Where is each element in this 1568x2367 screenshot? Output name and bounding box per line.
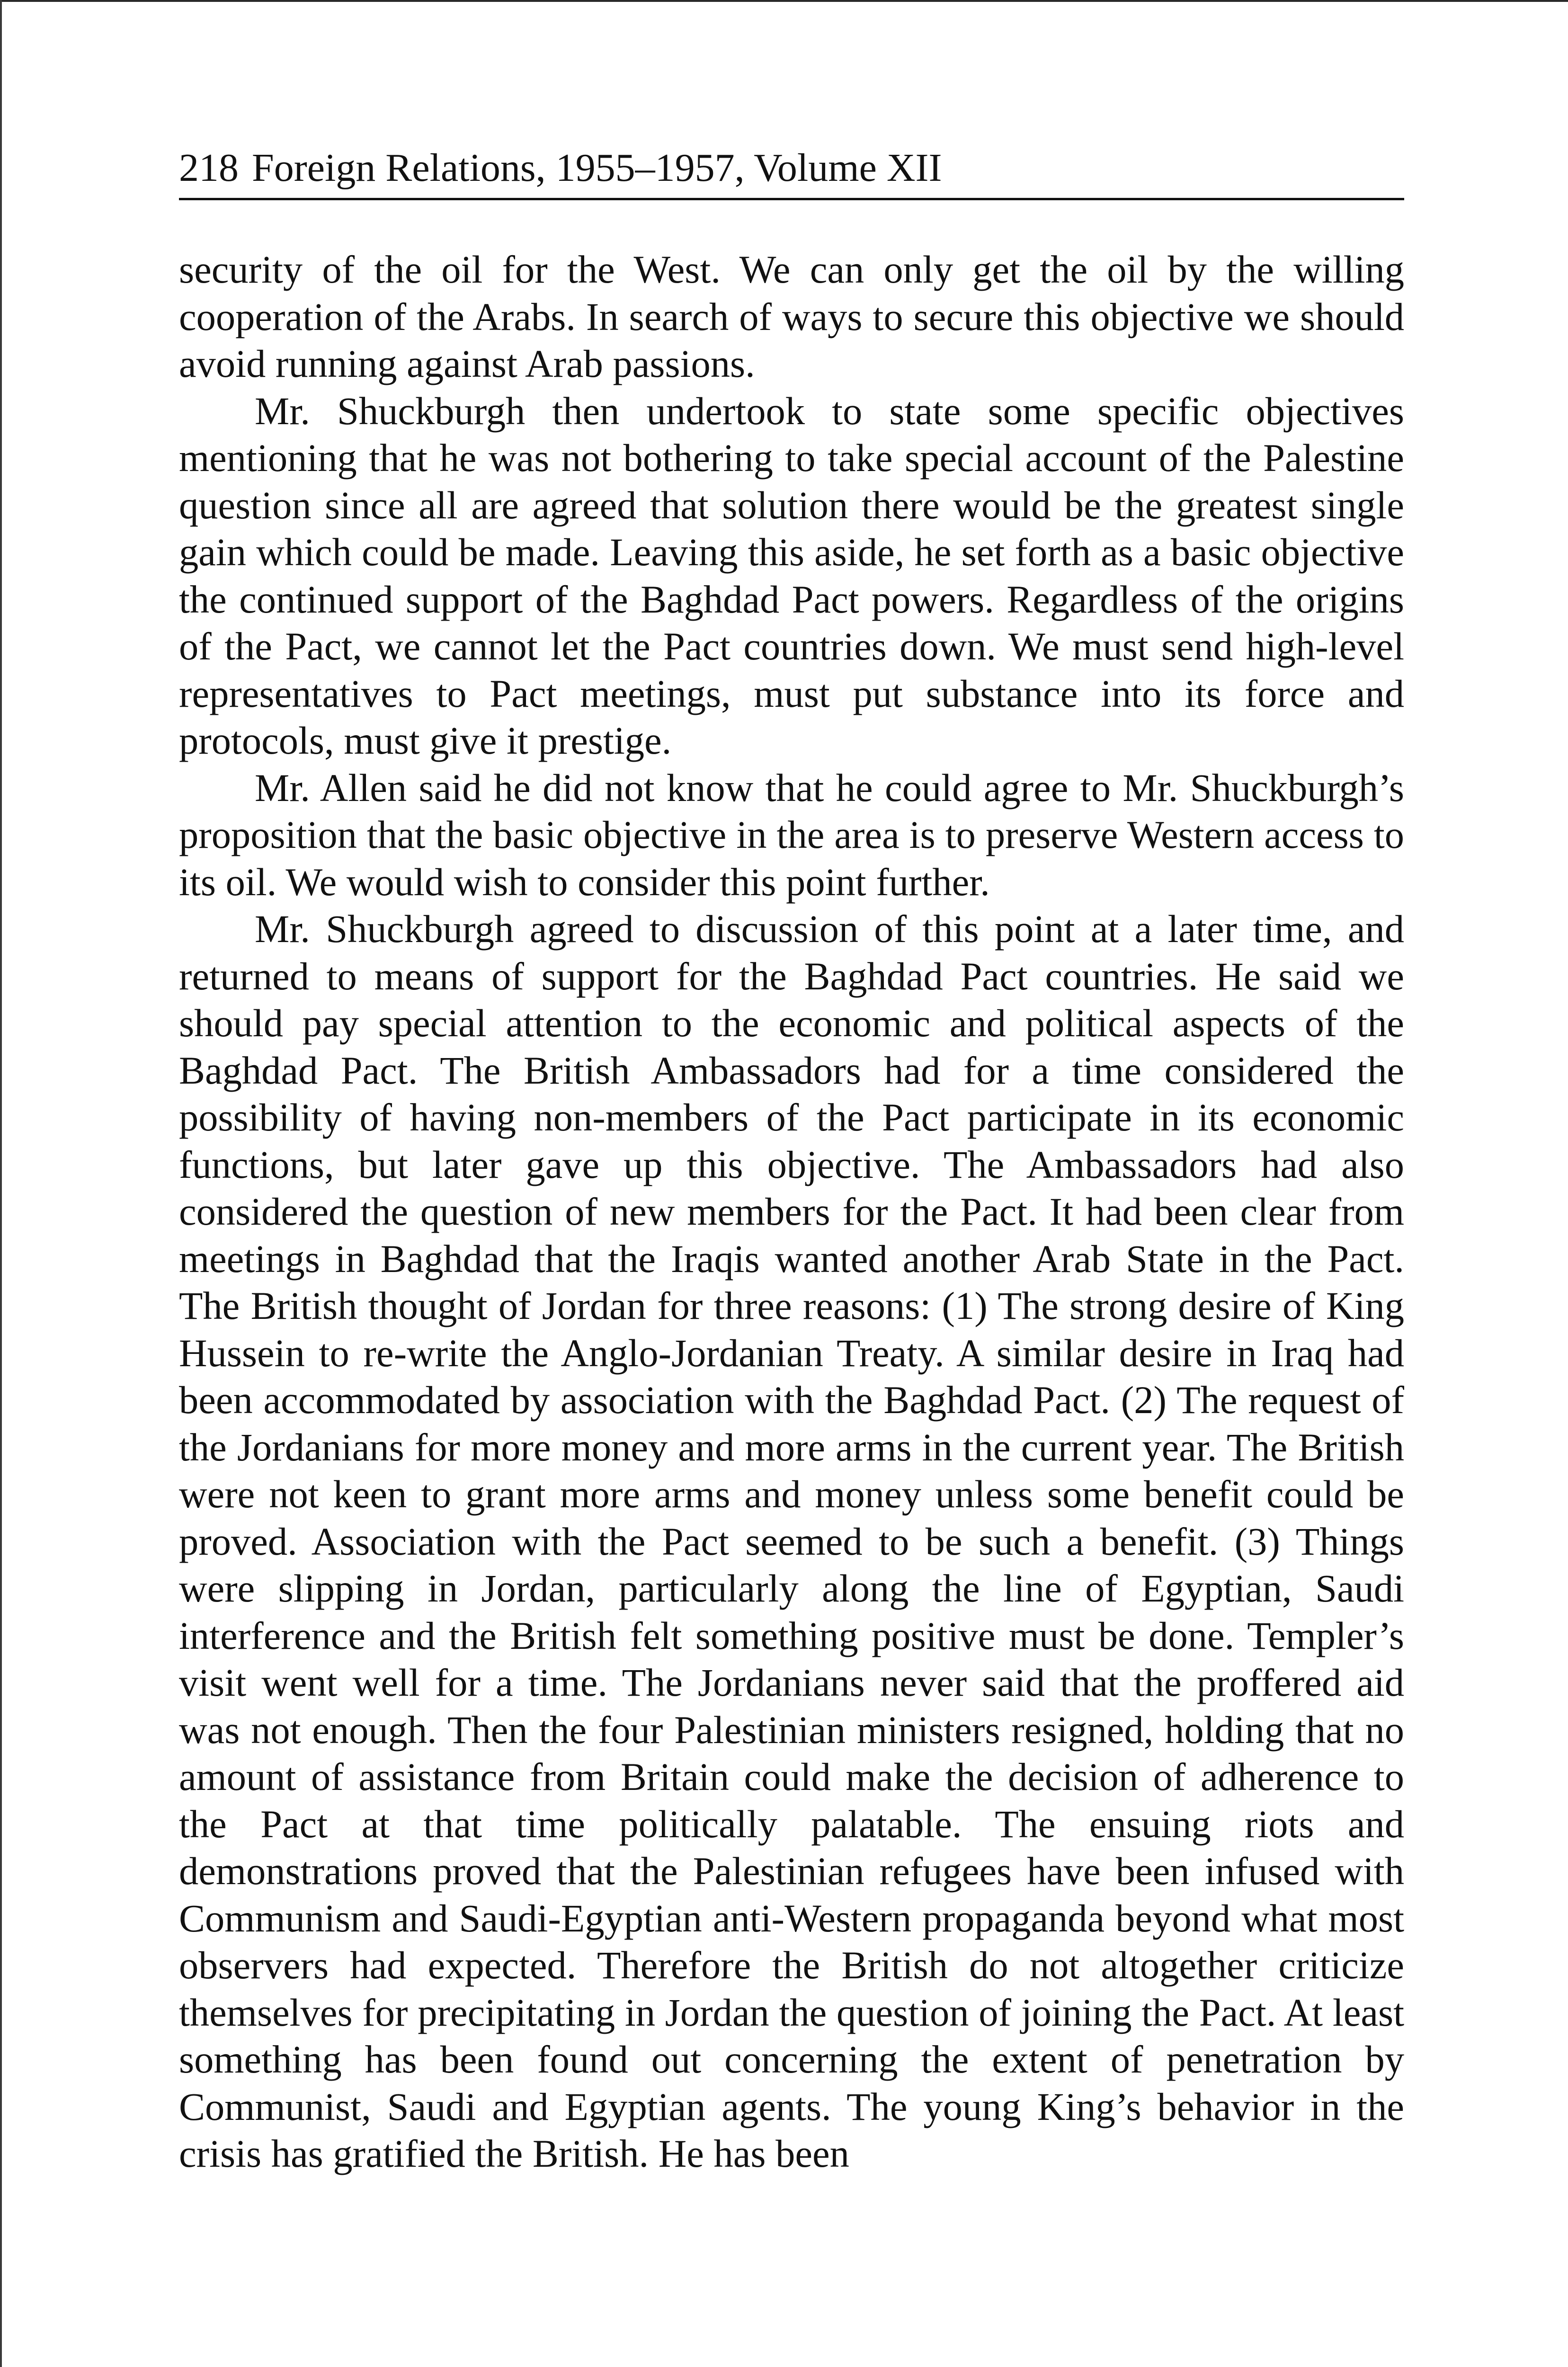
page-number: 218 [179, 146, 239, 190]
paragraph: Mr. Allen said he did not know that he could agree to Mr. Shuckburgh’s proposition that the basic objective in the area is to preserve Western access to its oil. We would wish to consider this point further. [179, 765, 1404, 904]
paragraph-continued: security of the oil for the West. We can only get the oil by the willing cooperation of the Arabs. In search of ways to secure this objective we should avoid running against Arab passions. [179, 248, 1404, 385]
scan-top-edge [0, 0, 1568, 2]
scan-left-edge [0, 0, 2, 2367]
running-head [179, 144, 1404, 200]
running-head-title: Foreign Relations, 1955–1957, Volume XII [252, 146, 942, 190]
paragraph: Mr. Shuckburgh agreed to discussion of this point at a later time, and returned to means of support for the Baghdad Pact countries. He said we should pay special attention to the economic and political aspects of the Baghdad Pact. The British Ambassadors had for a time considered the possibility of having non-members of the Pact participate in its economic functions, but later gave up this objective. The Ambassadors had also considered the question of new members for the Pact. It had been clear from meetings in Baghdad that the Iraqis wanted another Arab State in the Pact. The British thought of Jordan for three reasons: (1) The strong desire of King Hussein to re-write the Anglo-Jordanian Treaty. A similar desire in Iraq had been accommodated by association with the Baghdad Pact. (2) The request of the Jordanians for more money and more arms in the current year. The British were not keen to grant more arms and money unless some benefit could be proved. Association with the Pact seemed to be such a benefit. (3) Things were slipping in Jordan, particularly along the line of Egyptian, Saudi interference and the British felt something positive must be done. Templer’s visit went well for a time. The Jordanians never said that the proffered aid was not enough. Then the four Palestinian ministers resigned, holding that no amount of assistance from Britain could make the decision of adherence to the Pact at that time politically palatable. The ensuing riots and demonstrations proved that the Palestinian refugees have been infused with Communism and Saudi-Egyptian anti-Western propaganda beyond what most observers had expected. Therefore the British do not altogether criticize themselves for precipitating in Jordan the question of joining the Pact. At least something has been found out concerning the extent of penetration by Communist, Saudi and Egyptian agents. The young King’s behavior in the crisis has gratified the British. He has been [179, 907, 1404, 2175]
body-text [179, 246, 1404, 2178]
paragraph: Mr. Shuckburgh then undertook to state some specific objectives mentioning that he was not bothering to take special account of the Palestine question since all are agreed that solution there would be the greatest single gain which could be made. Leaving this aside, he set forth as a basic objective the continued support of the Baghdad Pact powers. Regardless of the origins of the Pact, we cannot let the Pact countries down. We must send high-level representatives to Pact meetings, must put substance into its force and protocols, must give it prestige. [179, 389, 1404, 762]
